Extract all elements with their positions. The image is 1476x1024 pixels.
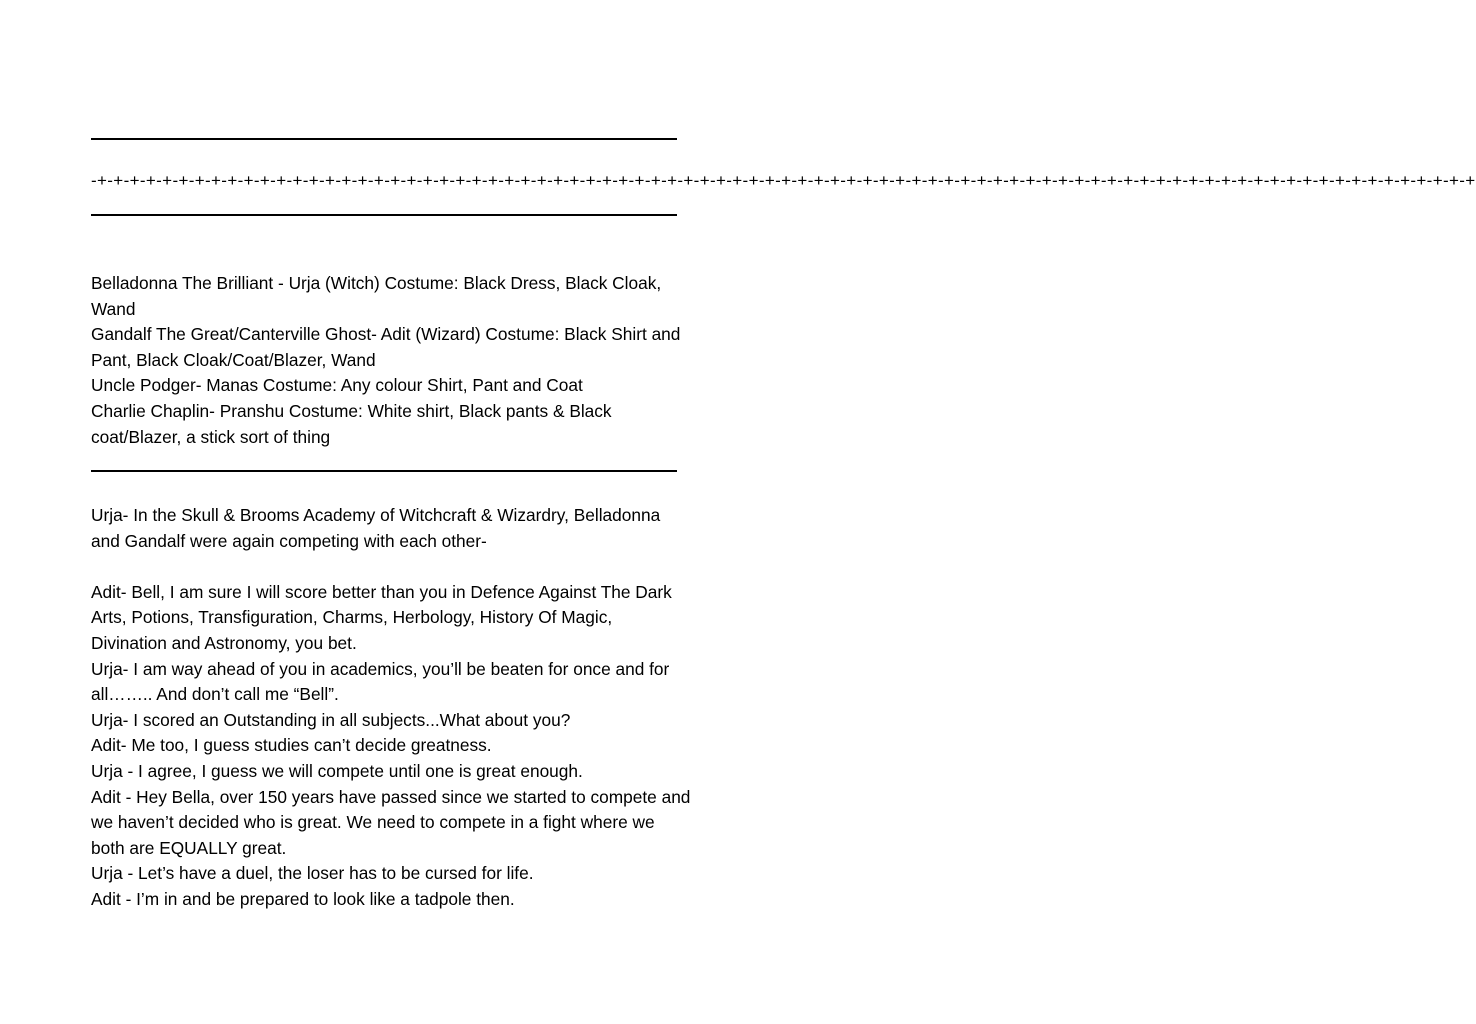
- section-horizontal-rule: [91, 470, 677, 472]
- narration-line: Urja- In the Skull & Brooms Academy of Witchcraft & Wizardry, Belladonna and Gandalf were again competing with each other-: [91, 505, 661, 551]
- cast-entry-uncle-podger: Uncle Podger- Manas Costume: Any colour Shirt, Pant and Coat: [91, 375, 583, 396]
- dialogue-line: Urja- I am way ahead of you in academics, you’ll be beaten for once and for all…….. And don’t call me “Bell”.: [91, 658, 670, 705]
- dialogue-line: Urja- I scored an Outstanding in all subjects...What about you?: [91, 709, 571, 730]
- cast-entry-gandalf: Gandalf The Great/Canterville Ghost- Adit (Wizard) Costume: Black Shirt and Pant, Black Cloak/Coat/Blazer, Wand: [91, 324, 681, 370]
- top-horizontal-rule: [91, 138, 677, 140]
- dialogue-line: Adit- Me too, I guess studies can’t decide greatness.: [91, 735, 492, 756]
- paragraph-gap: [91, 554, 691, 580]
- dialogue-line: Adit - Hey Bella, over 150 years have passed since we started to compete and we haven’t decided who is great. We need to compete in a fight where we both are EQUALLY great.: [91, 786, 691, 858]
- script-body: [91, 503, 691, 913]
- cast-entry-charlie-chaplin: Charlie Chaplin- Pranshu Costume: White shirt, Black pants & Black coat/Blazer, a stick sort of thing: [91, 400, 612, 447]
- dialogue-line: Urja - I agree, I guess we will compete until one is great enough.: [91, 760, 583, 781]
- dialogue-line: Adit- Bell, I am sure I will score better than you in Defence Against The Dark Arts, Potions, Transfiguration, Charms, Herbology, History Of Magic, Divination and Astronomy, you bet.: [91, 581, 672, 653]
- cast-entry-belladonna: Belladonna The Brilliant - Urja (Witch) Costume: Black Dress, Black Cloak, Wand: [91, 273, 662, 319]
- dialogue-line: Urja - Let’s have a duel, the loser has to be cursed for life.: [91, 863, 534, 884]
- cast-list: [91, 271, 691, 450]
- second-horizontal-rule: [91, 214, 677, 216]
- dialogue-line: Adit - I’m in and be prepared to look like a tadpole then.: [91, 888, 515, 909]
- plus-separator-line: -+-+-+-+-+-+-+-+-+-+-+-+-+-+-+-+-+-+-+-+-+-+-+-+-+-+-+-+-+-+-+-+-+-+-+-+-+-+-+-+-+-+-+-+-+-+-+-+-+-+-+-+-+-+-+-+-+-+-+-+-+-+-+-+-+-+-+-+-+-+-+-+-+-+-+-+-+-+-+-+-+-+-+-+-+: [91, 171, 1476, 190]
